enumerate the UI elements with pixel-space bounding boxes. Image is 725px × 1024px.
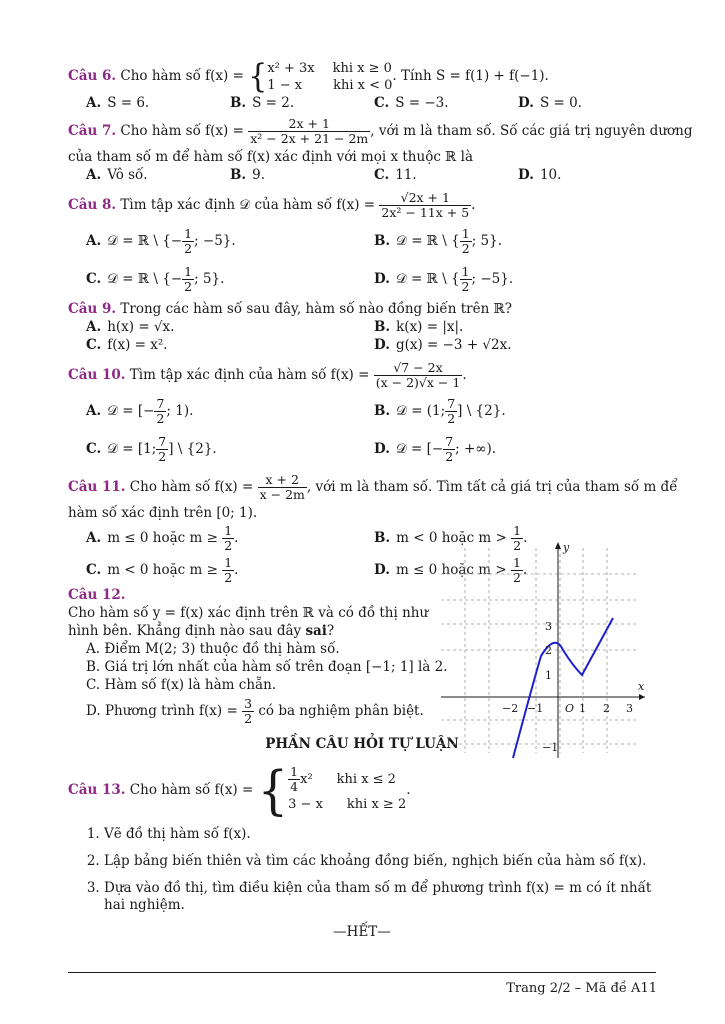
- task-item: 2. Lập bảng biến thiên và tìm các khoảng đồng biến, nghịch biến của hàm số f(x).: [104, 853, 656, 870]
- x-axis-arrow-icon: [639, 694, 645, 700]
- question-stem: hình bên. Khẳng định nào sau đây: [68, 623, 302, 639]
- section-title: PHẦN CÂU HỎI TỰ LUẬN: [265, 736, 459, 752]
- function-curve: [513, 618, 613, 758]
- options-row: [68, 166, 656, 184]
- option-d[interactable]: D. m ≤ 0 hoặc m > $\frac{1}{2}$ .: [374, 555, 528, 585]
- x-tick-label: −2: [502, 702, 519, 715]
- options-row: [68, 336, 656, 354]
- case-expression: x² + 3x: [267, 60, 315, 76]
- option-a[interactable]: A. h(x) = √x.: [86, 319, 175, 335]
- option-d[interactable]: D. 𝒟 = ℝ \ { $\frac{1}{2}$ ; −5}.: [374, 264, 514, 294]
- question-label: Câu 12.: [68, 587, 126, 603]
- question-9: [68, 300, 656, 354]
- question-stem: Trong các hàm số sau đây, hàm số nào đồng biến trên ℝ?: [120, 301, 513, 317]
- option-b[interactable]: B. 𝒟 = (1; $\frac{7}{2}$ ] \ {2}.: [374, 396, 506, 426]
- question-stem: Cho hàm số f(x) =: [120, 123, 244, 139]
- question-label: Câu 6.: [68, 68, 117, 84]
- option-b[interactable]: B. Giá trị lớn nhất của hàm số trên đoạn [−1; 1] là 2.: [86, 659, 448, 675]
- option-d[interactable]: D. 𝒟 = [− $\frac{7}{2}$ ; +∞).: [374, 434, 497, 464]
- question-stem: Cho hàm số: [120, 68, 201, 84]
- fraction: $\frac{√7 - 2x}{(x - 2)√x - 1}$: [375, 360, 461, 390]
- option-c[interactable]: C. 𝒟 = ℝ \ {− $\frac{1}{2}$ ; 5}.: [86, 264, 225, 294]
- case-expression: 1 − x: [267, 77, 303, 93]
- question-label: Câu 13.: [68, 782, 126, 798]
- fraction: $\frac{x + 2}{x - 2m}$: [259, 472, 305, 502]
- piecewise-cases: $\frac{1}{4}$ x² khi x ≤ 2 3 − x khi x ≥ 2: [288, 764, 407, 812]
- options-row: [68, 222, 656, 260]
- options-row: [68, 430, 656, 468]
- task-list: [68, 826, 656, 914]
- question-7: [68, 114, 693, 184]
- y-tick-label: −1: [542, 741, 559, 754]
- y-tick-label: 3: [545, 620, 552, 633]
- option-d[interactable]: D. Phương trình f(x) = $\frac{3}{2}$ có ba nghiệm phân biệt.: [86, 696, 424, 726]
- option-b[interactable]: B. k(x) = |x|.: [374, 319, 464, 335]
- option-c[interactable]: C. m < 0 hoặc m ≥ $\frac{1}{2}$ .: [86, 555, 239, 585]
- option-b[interactable]: B. S = 2.: [230, 95, 295, 111]
- fraction: $\frac{√2x + 1}{\text{2x² − 11x + 5}}$: [381, 190, 470, 220]
- option-c[interactable]: C. 𝒟 = [1; $\frac{7}{2}$ ] \ {2}.: [86, 434, 217, 464]
- option-a[interactable]: A. m ≤ 0 hoặc m ≥ $\frac{1}{2}$ .: [86, 523, 239, 553]
- question-12: Câu 12. Cho hàm số y = f(x) xác định trên ℝ và có đồ thị như hình bên. Khẳng định nào sau đây sai? A. Điểm M(2; 3) thuộc đồ thị hàm số. B. Giá trị lớn nhất của hàm số trên đoạn [−1; 1] là 2. C. Hàm số f(x) là hàm chẵn. D. Phương trình f(x) = $\frac{3}{2}$ có ba nghiệm phân biệt.: [68, 586, 656, 728]
- origin-label: O: [565, 702, 575, 715]
- question-label: Câu 10.: [68, 367, 126, 383]
- question-8: Câu 8. Tìm tập xác định 𝒟 của hàm số f(x) = $\frac{√2x + 1}{\text{2x² − 11x + 5}}$ . A. 𝒟 = ℝ \ {− $\frac{1}{2}$ ; −5}. B. 𝒟 = ℝ \ { $\frac{1}{2}$ ; 5}. C. 𝒟 = ℝ \ {− $\frac{1}{2}$ ; 5}. D. 𝒟 = ℝ \ { $\frac{1}{2}$ ; −5}.: [68, 188, 656, 298]
- option-c[interactable]: C. 11.: [374, 167, 417, 183]
- question-label: Câu 8.: [68, 197, 117, 213]
- question-stem: , với m là tham số. Tìm tất cả giá trị của tham số m để: [306, 479, 678, 495]
- exam-page: [68, 56, 693, 940]
- x-tick-label: 1: [579, 702, 586, 715]
- piecewise-cases: [267, 60, 392, 94]
- left-brace: {: [248, 56, 268, 96]
- x-tick-label: 2: [603, 702, 610, 715]
- left-brace: {: [257, 759, 289, 822]
- options-row: [68, 260, 656, 298]
- y-tick-label: 1: [545, 669, 552, 682]
- options-row: [68, 392, 656, 430]
- task-item: 1. Vẽ đồ thị hàm số f(x).: [104, 826, 656, 843]
- function-name: f(x) =: [205, 68, 244, 84]
- question-stem: của tham số m để hàm số f(x) xác định với mọi x thuộc ℝ là: [68, 149, 474, 165]
- options-row: [68, 318, 656, 336]
- question-stem: , với m là tham số. Số các giá trị nguyên dương: [370, 123, 693, 139]
- x-tick-label: −1: [527, 702, 544, 715]
- option-b[interactable]: B. 9.: [230, 167, 266, 183]
- emphasis: sai: [305, 623, 327, 639]
- question-stem: Tìm tập xác định của hàm số f(x) =: [129, 367, 370, 383]
- case-condition: khi x ≥ 0: [332, 60, 392, 76]
- question-13: Câu 13. Cho hàm số f(x) = { $\frac{1}{4}$ x² khi x ≤ 2 3 − x khi x ≥ 2 . 1. Vẽ đồ thị hàm số f(x). 2. Lập bảng biến thiên và tìm các khoảng đồng biến, nghịch biến của hàm số f(x). 3. Dựa vào đồ thị, tìm điều kiện của tham số m để phương trình f(x) = m có ít nhất hai nghiệm.: [68, 760, 656, 914]
- question-label: Câu 9.: [68, 301, 117, 317]
- question-stem: . Tính S = f(1) + f(−1).: [392, 68, 549, 84]
- option-d[interactable]: D. S = 0.: [518, 95, 582, 111]
- question-stem: Cho hàm số f(x) =: [129, 782, 254, 798]
- question-label: Câu 7.: [68, 123, 117, 139]
- page-footer: Trang 2/2 – Mã đề A11: [506, 981, 657, 996]
- y-tick-label: 2: [545, 644, 552, 657]
- y-axis-arrow-icon: [555, 542, 561, 549]
- option-d[interactable]: D. 10.: [518, 167, 562, 183]
- x-axis-label: x: [638, 680, 645, 693]
- option-a[interactable]: A. S = 6.: [86, 95, 150, 111]
- task-item: 3. Dựa vào đồ thị, tìm điều kiện của tham số m để phương trình f(x) = m có ít nhất hai nghiệm.: [104, 880, 656, 914]
- option-c[interactable]: C. f(x) = x².: [86, 337, 168, 353]
- options-row: [68, 94, 656, 112]
- question-stem: Cho hàm số f(x) =: [129, 479, 254, 495]
- option-c[interactable]: C. Hàm số f(x) là hàm chẵn.: [86, 677, 277, 693]
- question-stem: Tìm tập xác định 𝒟 của hàm số f(x) =: [120, 197, 376, 213]
- option-d[interactable]: D. g(x) = −3 + √2x.: [374, 337, 512, 353]
- option-b[interactable]: B. 𝒟 = ℝ \ { $\frac{1}{2}$ ; 5}.: [374, 226, 502, 256]
- question-stem: hàm số xác định trên [0; 1).: [68, 505, 258, 521]
- end-mark: —HẾT—: [333, 924, 391, 940]
- option-a[interactable]: A. 𝒟 = ℝ \ {− $\frac{1}{2}$ ; −5}.: [86, 226, 236, 256]
- footer-divider: [68, 972, 656, 973]
- question-6: [68, 58, 656, 112]
- option-c[interactable]: C. S = −3.: [374, 95, 449, 111]
- option-a[interactable]: A. 𝒟 = [− $\frac{7}{2}$ ; 1).: [86, 396, 194, 426]
- option-a[interactable]: A. Vô số.: [86, 167, 148, 183]
- x-tick-label: 3: [626, 702, 633, 715]
- fraction: $\frac{2x + 1}{\text{x² − 2x + 21 − 2m}}$: [250, 116, 369, 146]
- case-condition: khi x < 0: [333, 77, 393, 93]
- question-10: Câu 10. Tìm tập xác định của hàm số f(x) = $\frac{√7 - 2x}{(x - 2)√x - 1}$ . A. 𝒟 = [− $\frac{7}{2}$ ; 1). B. 𝒟 = (1; $\frac{7}{2}$ ] \ {2}. C. 𝒟 = [1; $\frac{7}{2}$ ] \ {2}. D. 𝒟 = [− $\frac{7}{2}$ ; +∞).: [68, 358, 656, 468]
- grid: [441, 548, 637, 753]
- question-label: Câu 11.: [68, 479, 126, 495]
- option-a[interactable]: A. Điểm M(2; 3) thuộc đồ thị hàm số.: [86, 641, 340, 657]
- question-stem: Cho hàm số y = f(x) xác định trên ℝ và có đồ thị như: [68, 605, 429, 621]
- y-axis-label: y: [563, 541, 570, 554]
- option-b[interactable]: B. m < 0 hoặc m > $\frac{1}{2}$ .: [374, 523, 528, 553]
- function-graph: [405, 538, 650, 763]
